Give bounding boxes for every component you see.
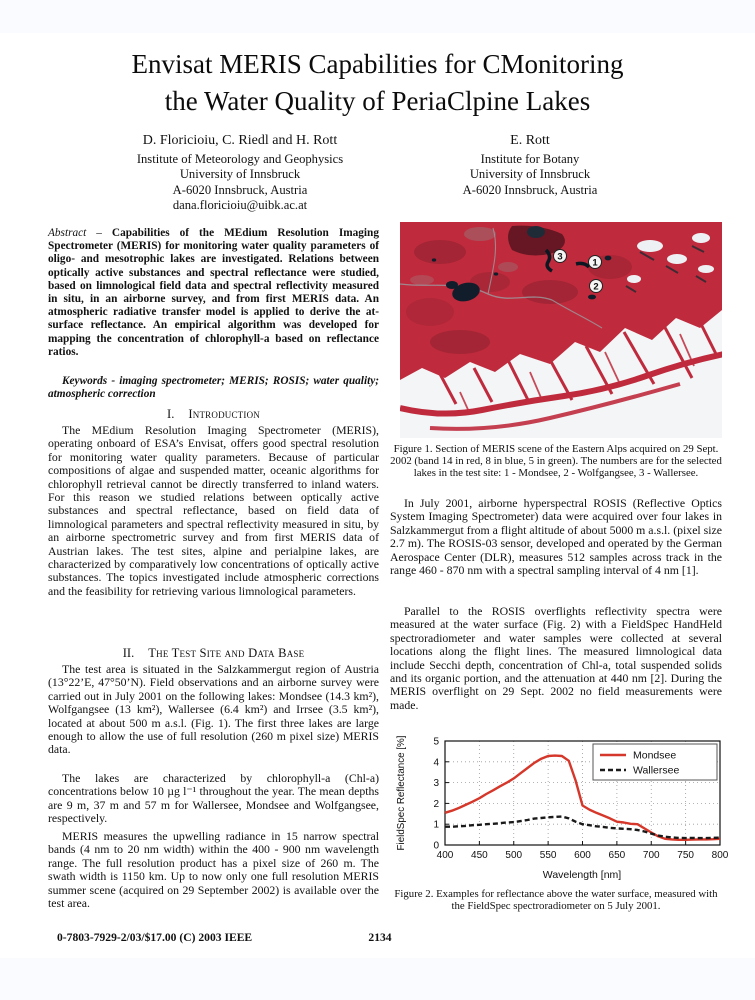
author-affiliation: University of Innsbruck [469, 167, 591, 182]
abstract-label: Abstract – [48, 227, 102, 239]
copyright-notice: 0-7803-7929-2/03/$17.00 (C) 2003 IEEE [57, 931, 253, 944]
lake-marker-2-label: 2 [593, 281, 599, 293]
author-email: dana.floricioiu@uibk.ac.at [172, 198, 308, 213]
chart-legend [593, 744, 717, 780]
svg-text:1: 1 [433, 819, 439, 831]
author-block-left [90, 133, 390, 214]
paragraph: The MEdium Resolution Imaging Spectrometer (MERIS), operating onboard of ESA’s Envisat, offers good spectral resolution for monitoring water quality parameters. Because of particular compositions of algae and suspended matter, oceanic algorithms for chlorophyll retrieval cannot be directly transferred to inland waters. For this reason we studied relations between optically active substances and spectral reflectance, based on field data of limnological parameters and spectral reflectivity measured in situ, by an airborne spectrometric survey and from first MERIS data of Austrian lakes. The test sites, alpine and perialpine lakes, are characterized by comparatively low concentrations of optically active substances. The topics investigated include atmospheric corrections and the feasibility for retrieving various limnological parameters. [48, 423, 379, 598]
lake-marker-1-label: 1 [592, 257, 598, 269]
author-affiliation: Institute of Meteorology and Geophysics [136, 151, 344, 166]
paper-title [0, 46, 755, 120]
lake-marker-1 [589, 256, 602, 269]
author-names: D. Floricioiu, C. Riedl and H. Rott [142, 133, 338, 148]
svg-text:700: 700 [642, 850, 660, 861]
svg-text:450: 450 [471, 850, 488, 861]
svg-text:650: 650 [608, 850, 626, 861]
paragraph: The lakes are characterized by chlorophyll-a (Chl-a) concentrations below 10 µg l⁻¹ throughout the year. The mean depths are 9 m, 37 m and 57 m for Wallersee, Mondsee and Wolfgangsee, respectively. [48, 771, 379, 826]
section-title: The Test Site and Data Base [148, 646, 305, 660]
section-heading-introduction [48, 407, 379, 422]
figure2-chart [390, 735, 730, 885]
fieldspec-paragraph [390, 605, 722, 712]
test-site-paragraph-2 [48, 772, 379, 826]
svg-text:750: 750 [677, 850, 694, 861]
paper-title-line1: Envisat MERIS Capabilities for CMonitoring [131, 49, 624, 79]
author-names: E. Rott [510, 133, 550, 148]
scan-margin-bottom [0, 958, 755, 1000]
svg-text:2: 2 [433, 798, 439, 810]
abstract [48, 227, 379, 359]
svg-text:400: 400 [436, 850, 454, 861]
author-block-right [400, 133, 660, 198]
svg-text:3: 3 [433, 778, 439, 790]
svg-text:Wallersee: Wallersee [633, 764, 680, 777]
rosis-paragraph [390, 497, 722, 577]
test-site-paragraph-1 [48, 663, 379, 757]
section-title: Introduction [188, 407, 260, 421]
section-number: II. [122, 646, 135, 660]
figure1-caption: Figure 1. Section of MERIS scene of the Eastern Alps acquired on 29 Sept. 2002 (band 14 in red, 8 in blue, 5 in green). The numbers are for the selected lakes in the test site: 1 - Mondsee, 2 - Wolfgangsee, 3 - Wallersee. [390, 443, 722, 480]
paragraph: In July 2001, airborne hyperspectral ROSIS (Reflective Optics System Imaging Spectrometer) data were acquired over four lakes in Salzkammergut from a flight altitude of about 5000 m a.s.l. (pixel size 2.7 m). The ROSIS-03 sensor, developed and operated by the German Aerospace Center (DLR), measures 512 samples across track in the range 460 - 870 nm with a spectral sampling interval of 4 nm [1]. [390, 496, 722, 578]
introduction-paragraph [48, 424, 379, 598]
scan-margin-top [0, 0, 755, 33]
svg-text:550: 550 [539, 850, 557, 861]
svg-text:5: 5 [433, 736, 439, 748]
section-number: I. [167, 407, 175, 421]
svg-text:Mondsee: Mondsee [633, 749, 677, 762]
svg-text:4: 4 [433, 757, 439, 769]
author-affiliation: Institute for Botany [480, 151, 580, 166]
x-axis-label: Wavelength [nm] [542, 869, 622, 881]
meris-scene-image [400, 222, 722, 438]
paragraph: The test area is situated in the Salzkammergut region of Austria (13°22’E, 47°50’N). Field observations and an airborne survey were carried out in July 2001 on the following lakes: Mondsee (14.3 km²), Wolfgangsee (13 km²), Wallersee (6.4 km²) and Irrsee (3.5 km²), located at about 500 m a.s.l. (Fig. 1). The first three lakes are large enough to allow the use of full resolution (260 m pixel size) MERIS data. [48, 662, 379, 757]
paper-title-line2: the Water Quality of PeriaClpine Lakes [164, 86, 591, 116]
svg-text:600: 600 [574, 850, 591, 861]
author-affiliation: University of Innsbruck [179, 167, 301, 182]
lake-marker-2 [590, 280, 603, 293]
lake-marker-3-label: 3 [557, 251, 563, 263]
section-heading-test-site [48, 646, 379, 661]
svg-text:800: 800 [711, 850, 729, 861]
abstract-text [48, 227, 379, 359]
lake-marker-3 [554, 250, 567, 263]
reflectance-chart [390, 735, 730, 885]
paragraph: MERIS measures the upwelling radiance in 15 narrow spectral bands (4 nm to 20 nm width) within the 400 - 900 nm wavelength range. The full resolution product has a pixel size of 260 m. The swath width is 1150 km. Up to now only one full resolution MERIS summer scene (acquired on 29 September 2002) is available over the test area. [48, 829, 379, 911]
keywords-text: Keywords - imaging spectrometer; MERIS; ROSIS; water quality; atmospheric correction [48, 375, 379, 401]
page-number: 2134 [368, 931, 392, 944]
test-site-paragraph-3 [48, 830, 379, 910]
figure1-meris-scene [400, 222, 722, 438]
keywords [48, 375, 379, 401]
figure2-caption: Figure 2. Examples for reflectance above the water surface, measured with the FieldSpec spectroradiometer on 5 July 2001. [394, 888, 718, 913]
svg-text:500: 500 [505, 850, 523, 861]
author-affiliation: A-6020 Innsbruck, Austria [462, 182, 598, 197]
paragraph: Parallel to the ROSIS overflights reflectivity spectra were measured at the water surface (Fig. 2) with a FieldSpec HandHeld spectroradiometer and water samples were collected at several locations along the flight lines. The measured limnological data include Secchi depth, concentration of Chl-a, total suspended solids and its organic portion, and the attenuation at 440 nm [2]. During the MERIS overflight on 29 Sept. 2002 no field measurements were made. [390, 604, 722, 712]
svg-text:0: 0 [433, 840, 439, 852]
y-axis-label: FieldSpec Reflectance [%] [396, 735, 407, 851]
author-affiliation: A-6020 Innsbruck, Austria [172, 182, 308, 197]
abstract-body: Capabilities of the MEdium Resolution Imaging Spectrometer (MERIS) for monitoring water quality parameters of oligo- and mesotrophic lakes are investigated. Relations between optically active substances and spectral reflectance were studied, based on limnological field data and spectral reflectivity measured in situ, in an airborne survey, and from first MERIS data. An atmospheric radiative transfer model is applied to derive the at-surface reflectance. An empirical algorithm was developed for mapping the concentration of chlorophyll-a based on reflectance ratios. [48, 227, 379, 358]
